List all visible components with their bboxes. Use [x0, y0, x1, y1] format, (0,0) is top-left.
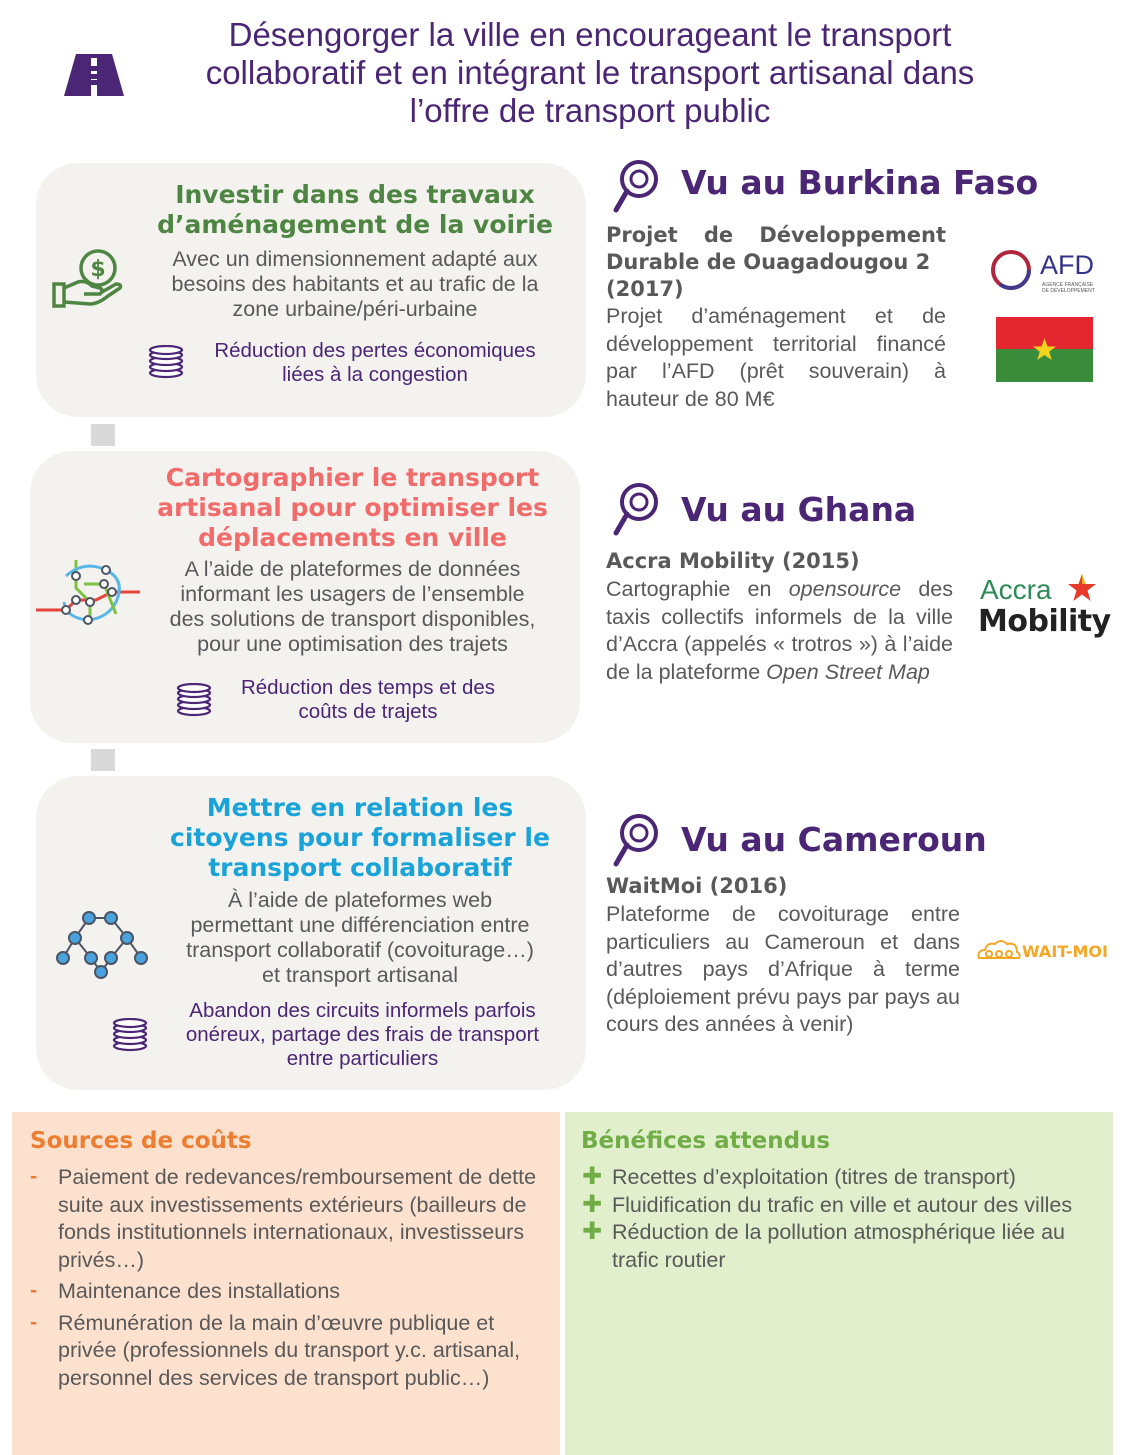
afd-logo-subtext: AGENCE FRANÇAISE DE DÉVELOPPEMENT — [1042, 282, 1095, 294]
benefits-title: Bénéfices attendus — [581, 1128, 831, 1154]
connector — [91, 749, 115, 771]
section-description: A l’aide de plateformes de données informant les usagers de l’ensemble des solutions de transport disponibles, pour une optimisation des trajets — [169, 557, 536, 656]
transit-map-icon — [36, 556, 142, 632]
section-title: Investir dans des travaux d’aménagement de la voirie — [157, 180, 553, 239]
costs-list — [30, 1164, 538, 1392]
project-description: Plateforme de covoiturage entre particuliers au Cameroun et dans d’autres pays d’Afrique à terme (déploiement prévu pays par pays au cours des années à venir) — [606, 902, 960, 1036]
project-title-word: Projet — [606, 223, 678, 247]
location-title: Vu au Burkina Faso — [681, 163, 1039, 202]
waitmoi-logo — [975, 936, 1115, 966]
costs-panel — [12, 1112, 560, 1455]
cloud-icon — [975, 936, 1023, 964]
waitmoi-logo-text: WAIT-MOI — [1022, 942, 1108, 961]
accra-mobility-logo — [978, 572, 1111, 644]
benefits-panel — [565, 1112, 1113, 1455]
money-hand-icon — [50, 244, 124, 310]
connector — [91, 424, 115, 446]
location-title: Vu au Cameroun — [681, 820, 987, 859]
list-item: ✚ Réduction de la pollution atmosphérique liée au trafic routier — [582, 1218, 1066, 1272]
afd-logo — [990, 248, 1102, 298]
star-icon — [1066, 572, 1098, 604]
page-title: Désengorger la ville en encourageant le transport collaboratif et en intégrant le transport artisanal dans l’offre de transport public — [205, 16, 975, 129]
location-pin-icon — [612, 481, 660, 537]
benefits-list — [582, 1163, 1102, 1274]
location-pin-icon — [612, 812, 660, 868]
location-title: Vu au Ghana — [681, 490, 917, 529]
coins-stack-icon — [146, 345, 186, 379]
project-description: Projet d’aménagement et de développement territorial financé par l’AFD (prêt souverain) à hauteur de 80 M€ — [606, 304, 946, 411]
section-description: À l’aide de plateformes web permettant une différenciation entre transport collaboratif (covoiturage…) et transport artisanal — [186, 888, 534, 987]
coins-stack-icon — [110, 1018, 150, 1052]
list-item: ✚ Fluidification du trafic en ville et autour des villes — [582, 1190, 1073, 1218]
section-title: Mettre en relation les citoyens pour formaliser le transport collaboratif — [170, 793, 550, 882]
svg-text:$: $ — [90, 257, 106, 282]
list-item: - Rémunération de la main d’œuvre publique et privée (professionnels du transport y.c. artisanal, personnel des services de transport public…) — [30, 1309, 521, 1390]
project-description: Cartographie en opensource des taxis collectifs informels de la ville d’Accra (appelés « trotros ») à l’aide de la plateforme Open Street Map — [606, 577, 953, 684]
burkina-faso-flag — [996, 317, 1093, 382]
project-title: WaitMoi (2016) — [606, 874, 788, 898]
project-title: Projet de Développement Durable de Ouagadougou 2 (2017) — [606, 223, 946, 301]
list-item: ✚ Recettes d’exploitation (titres de transport) — [582, 1163, 1016, 1190]
costs-title: Sources de coûts — [30, 1128, 252, 1154]
section-description: Avec un dimensionnement adapté aux besoins des habitants et au trafic de la zone urbaine/péri-urbaine — [171, 247, 539, 321]
coins-stack-icon — [174, 683, 214, 717]
location-pin-icon — [612, 158, 660, 214]
project-title-word: Développement — [759, 223, 946, 247]
section-benefit: Abandon des circuits informels parfois onéreux, partage des frais de transport entre particuliers — [185, 999, 540, 1070]
project-title: Accra Mobility (2015) — [606, 549, 860, 573]
list-item: - Maintenance des installations — [30, 1278, 341, 1303]
section-benefit: Réduction des pertes économiques liées à la congestion — [214, 339, 536, 386]
accra-logo-line2: Mobility — [978, 604, 1111, 639]
accra-logo-line1: Accra — [980, 574, 1052, 605]
list-item: - Paiement de redevances/remboursement de dette suite aux investissements extérieurs (bailleurs de fonds institutionnels internationaux, investisseurs privés…) — [30, 1164, 537, 1272]
section-benefit: Réduction des temps et des coûts de trajets — [240, 676, 496, 723]
road-icon — [62, 52, 126, 98]
section-title: Cartographier le transport artisanal pour optimiser les déplacements en ville — [157, 463, 548, 552]
project-title-word: de — [703, 223, 734, 247]
afd-logo-text: AFD — [1040, 250, 1094, 280]
